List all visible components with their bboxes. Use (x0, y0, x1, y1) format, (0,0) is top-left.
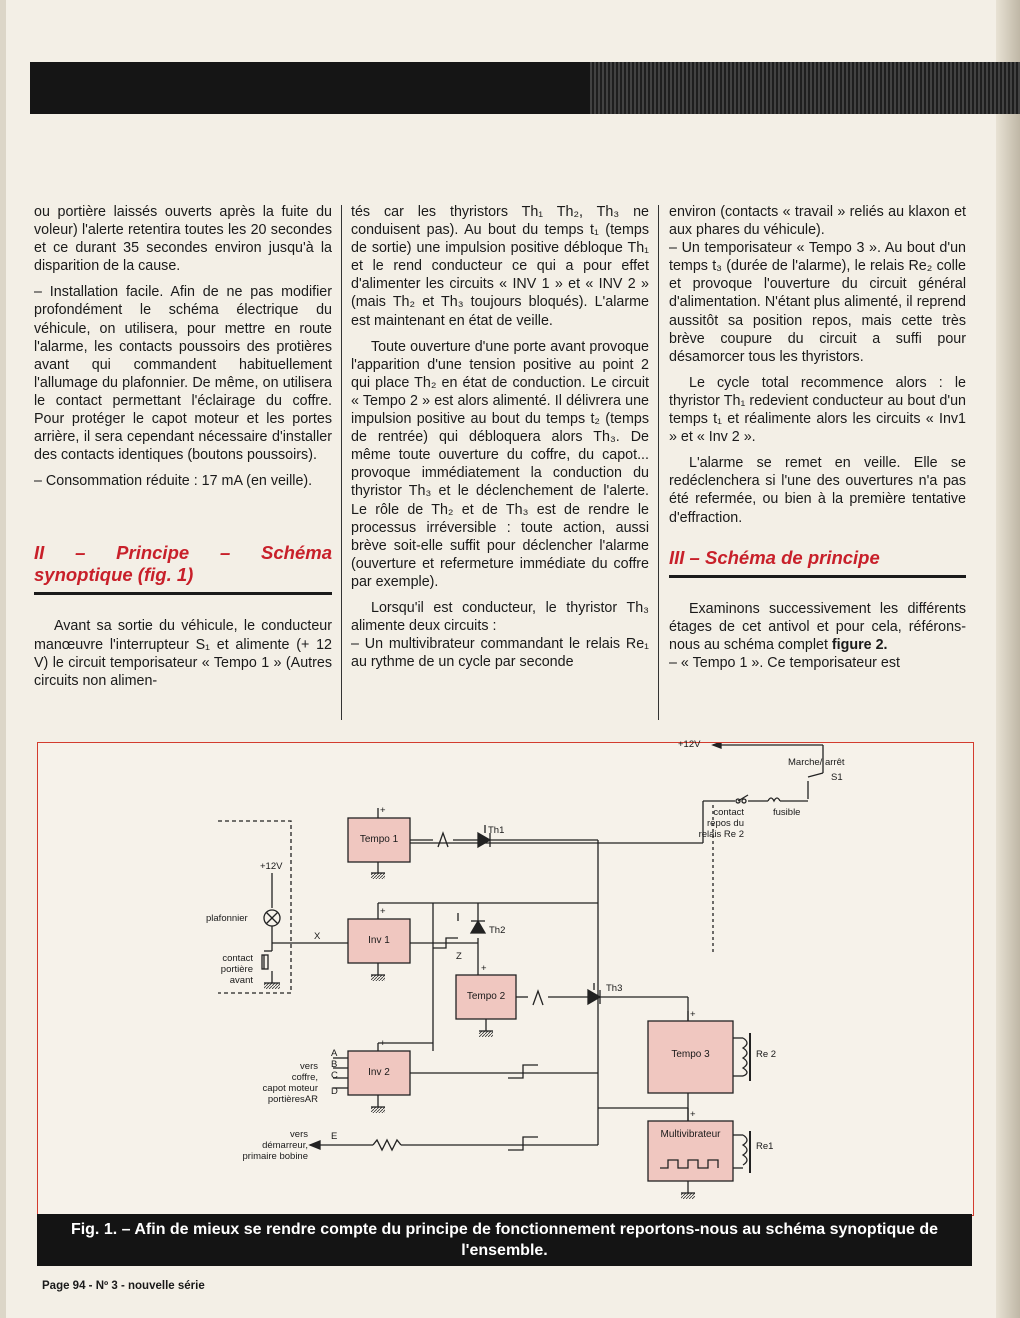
column-3 (669, 203, 966, 680)
d-label: D (331, 1086, 338, 1097)
paragraph: – Un temporisateur « Tempo 3 ». Au bout d'un temps t₃ (durée de l'alarme), le relais Re₂ colle et provoque l'ouverture du circuit général d'alimentation. N'étant plus alimenté, il reprend aussitôt sa position repos, mais cette très brève coupure du circuit a suffi pour désamorcer tous les thyristors. (669, 240, 966, 365)
header-texture (590, 62, 1020, 114)
paragraph: Toute ouverture d'une porte avant provoque l'apparition d'une tension positive au point 2 qui place Th₂ en état de conduction. Le circuit « Tempo 2 » est alors alimenté. Il délivrera une impulsion positive au bout du temps t₂ (temps de rentrée) qui débloquera alors Th₃. De même toute ouverture du coffre, du capot... provoque immédiatement la conduction du thyristor Th₃ et le déclenchement de l'alerte. Le rôle de Th₂ et de Th₃ est de rendre le processus irréversible : toute action, aussi brève soit-elle suffit pour déclencher l'alarme (ouverture et refermeture immédiate du coffre par exemple). (351, 338, 649, 590)
door-contact-label: contact (222, 953, 253, 964)
paragraph: L'alarme se remet en veille. Elle se redéclenchera si l'une des ouvertures n'a pas été refermée, ou bien à la première tentative d'effraction. (669, 455, 966, 526)
column-2 (351, 203, 649, 679)
th3-label: Th3 (606, 983, 623, 994)
paragraph: environ (contacts « travail » reliés au klaxon et aux phares du véhicule). (669, 204, 966, 239)
diagram-labels (38, 739, 973, 1215)
relay-contact-label: relais Re 2 (698, 829, 744, 840)
page-footer: Page 94 - Nº 3 - nouvelle série (42, 1280, 205, 1292)
plus-sign: + (690, 1009, 696, 1020)
paragraph: – Installation facile. Afin de ne pas modifier profondément le schéma électrique du véhicule, on utilisera, pour mettre en route l'alarme, les contacts poussoirs des protières avant qui commandent habituellement l'allumage du plafonnier. De même, on utilisera le contact permettant l'éclairage du coffre. Pour protéger le capot moteur et les portes arrière, il sera cependant nécessaire d'installer des contacts identiques (boutons poussoirs). (34, 284, 332, 464)
s1-label: S1 (831, 772, 843, 783)
paragraph: Lorsqu'il est conducteur, le thyristor Th₃ alimente deux circuits : (351, 599, 649, 635)
section-heading-3: III – Schéma de principe (669, 546, 880, 568)
paragraph: – Un multivibrateur commandant le relais Re₁ au rythme de un cycle par seconde (351, 636, 649, 671)
plus-sign: + (380, 906, 386, 917)
z-label: Z (456, 951, 462, 962)
b-label: B (331, 1059, 338, 1070)
starter-label: démarreur, (262, 1140, 308, 1151)
figure-1 (37, 739, 974, 1216)
heading-rule (34, 592, 332, 595)
plus-sign: + (690, 1109, 696, 1120)
inv2-label: Inv 2 (368, 1067, 390, 1078)
door-contact-label: portière (220, 964, 253, 975)
paragraph: Le cycle total recommence alors : le thyristor Th₁ redevient conducteur au bout d'un temps t₁ et réalimente alors les circuits « Inv1 » et « Inv 2 ». (669, 374, 966, 446)
re1-label: Re1 (756, 1141, 774, 1152)
re2-label: Re 2 (756, 1049, 777, 1060)
tempo3-label: Tempo 3 (671, 1049, 710, 1060)
relay-contact-label: repos du (707, 818, 744, 829)
plus-sign: + (380, 805, 386, 816)
inv1-label: Inv 1 (368, 935, 390, 946)
section-heading-2: II – Principe – Schéma synoptique (fig. 1) (34, 542, 332, 586)
c-label: C (331, 1070, 338, 1081)
figure-caption: Fig. 1. – Afin de mieux se rendre compte du principe de fonctionnement reportons-nous au schéma synoptique de l'ensemble. (37, 1214, 972, 1266)
plus-sign: + (380, 1038, 386, 1049)
th2-label: Th2 (489, 925, 506, 936)
tempo1-label: Tempo 1 (359, 834, 399, 845)
switch-label: Marche/ arrêt (788, 757, 845, 768)
trunk-label: vers (300, 1061, 318, 1072)
page-gutter (0, 0, 6, 1318)
paragraph (669, 600, 966, 654)
paragraph: – Consommation réduite : 17 mA (en veille). (34, 473, 313, 490)
page-edge (996, 0, 1020, 1318)
relay-contact-label: contact (713, 807, 744, 818)
supply-12v-label: +12V (260, 861, 283, 872)
header-band (30, 62, 1020, 114)
starter-label: vers (290, 1129, 308, 1140)
trunk-label: capot moteur (262, 1083, 318, 1094)
column-1 (34, 203, 332, 698)
e-label: E (331, 1131, 338, 1142)
column-rule-2 (658, 205, 659, 720)
multivibrateur-label: Multivibrateur (660, 1129, 721, 1140)
tempo2-label: Tempo 2 (466, 991, 506, 1002)
paragraph: Avant sa sortie du véhicule, le conducteur manœuvre l'interrupteur S₁ et alimente (+ 12 V) le circuit temporisateur « Tempo 1 » (Autres circuits non alimen- (34, 618, 332, 689)
supply-label: +12V (678, 739, 701, 750)
paragraph: tés car les thyristors Th₁ Th₂, Th₃ ne conduisent pas). Au bout du temps t₁ (temps de sortie) une impulsion positive débloque Th₁ et le rend conducteur ce qui a pour effet d'alimenter les circuits « INV 1 » et « INV 2 » (mais Th₂ et Th₃ toujours bloqués). L'alarme est maintenant en état de veille. (351, 204, 649, 329)
plafonnier-label: plafonnier (206, 913, 248, 924)
trunk-label: portièresAR (267, 1094, 318, 1105)
paragraph-text: Examinons successivement les différents étages de cet antivol et pour cela, référons-nous au schéma complet (669, 600, 966, 653)
column-rule-1 (341, 205, 342, 720)
a-label: A (331, 1048, 338, 1059)
paragraph: – « Tempo 1 ». Ce temporisateur est (669, 654, 900, 671)
x-label: X (314, 931, 321, 942)
trunk-label: coffre, (291, 1072, 318, 1083)
heading-rule (669, 575, 966, 578)
fuse-label: fusible (773, 807, 801, 818)
th1-label: Th1 (488, 825, 505, 836)
door-contact-label: avant (229, 975, 253, 986)
figure-ref: figure 2. (831, 636, 888, 653)
paragraph: ou portière laissés ouverts après la fuite du voleur) l'alerte retentira toutes les 20 secondes et ce durant 35 secondes environ jusqu'à la disparition de la cause. (34, 204, 332, 275)
starter-label: primaire bobine (242, 1151, 308, 1162)
plus-sign: + (481, 963, 487, 974)
